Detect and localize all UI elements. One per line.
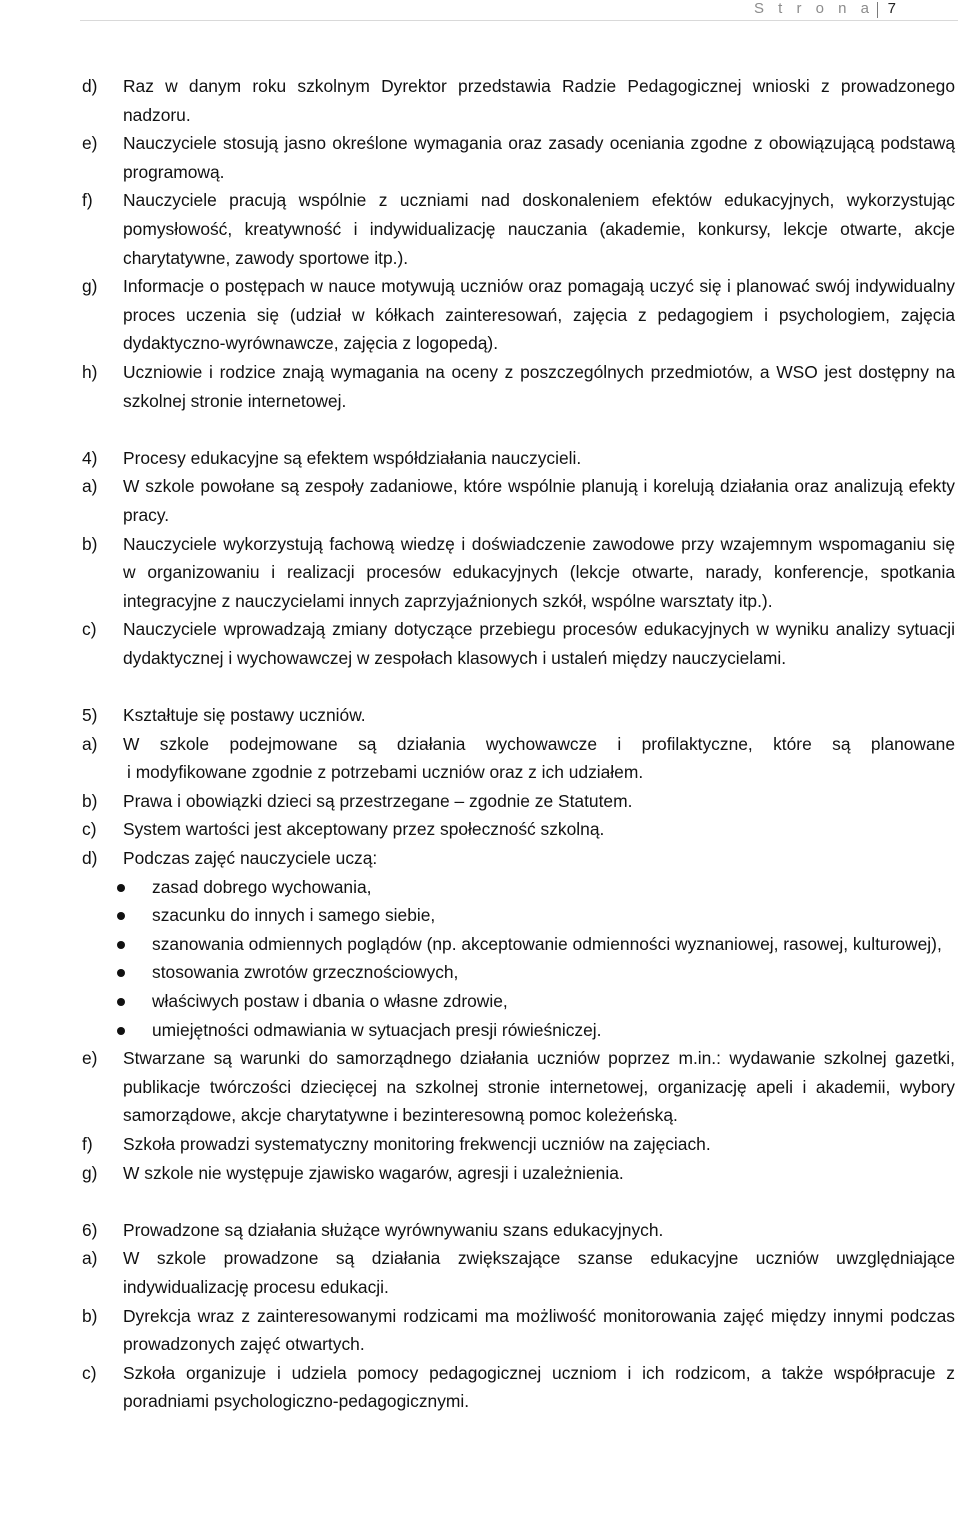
- section-number: 4): [82, 447, 98, 468]
- list-item-text: Podczas zajęć nauczyciele uczą:: [123, 848, 378, 869]
- list-marker: e): [82, 133, 98, 154]
- list-item-text: W szkole powołane są zespoły zadaniowe, które wspólnie planują i korelują działania oraz analizują efekty pracy.: [123, 476, 955, 525]
- bullet-dot-icon: [117, 941, 125, 949]
- bullet-dot-icon: [117, 969, 125, 977]
- list-marker: e): [82, 1048, 98, 1069]
- page-header: [0, 0, 960, 20]
- list-marker: g): [82, 1162, 98, 1183]
- list-item: [82, 186, 955, 272]
- spacer: [82, 415, 955, 444]
- list-item-text-line: W szkole podejmowane są działania wychowawcze i profilaktyczne, które są planowane: [123, 733, 955, 754]
- list-marker: a): [82, 1248, 98, 1269]
- bullet-text: szacunku do innych i samego siebie,: [152, 905, 436, 926]
- list-item: [82, 1044, 955, 1130]
- list-marker: c): [82, 1362, 97, 1383]
- bullet-text: szanowania odmiennych poglądów (np. akceptowanie odmienności wyznaniowej, rasowej, kulturowej),: [152, 933, 942, 954]
- section-heading: [82, 701, 955, 730]
- section-heading-text: Kształtuje się postawy uczniów.: [123, 705, 366, 726]
- list-item-text: W szkole nie występuje zjawisko wagarów, agresji i uzależnienia.: [123, 1162, 624, 1183]
- list-item-text: Szkoła prowadzi systematyczny monitoring frekwencji uczniów na zajęciach.: [123, 1133, 711, 1154]
- list-item-text: Raz w danym roku szkolnym Dyrektor przedstawia Radzie Pedagogicznej wnioski z prowadzonego nadzoru.: [123, 76, 955, 125]
- list-item: [82, 1130, 955, 1159]
- list-item: [82, 844, 955, 873]
- list-item-text: Nauczyciele wprowadzają zmiany dotyczące przebiegu procesów edukacyjnych w wyniku analizy sytuacji dydaktycznej i wychowawczej w zespołach klasowych i ustaleń między nauczycielami.: [123, 619, 955, 668]
- list-marker: f): [82, 1133, 93, 1154]
- list-item-text: Nauczyciele wykorzystują fachową wiedzę i doświadczenie zawodowe przy wzajemnym wspomaganiu się w organizowaniu i realizacji procesów edukacyjnych (lekcje otwarte, narady, konferencje, spotkania integracyjne z nauczycielami innych zaprzyjaźnionych szkół, wspólne warsztaty itp.).: [123, 533, 955, 611]
- list-item-text: Stwarzane są warunki do samorządnego działania uczniów poprzez m.in.: wydawanie szkolnej gazetki, publikacje twórczości dziecięcej na szkolnej stronie internetowej, organizację apeli i akademii, wybory samorządowe, akcje charytatywne i bezinteresowną pomoc koleżeńską.: [123, 1048, 955, 1126]
- spacer: [82, 1187, 955, 1216]
- list-marker: c): [82, 619, 97, 640]
- list-item: [82, 615, 955, 672]
- bullet-item: [82, 1016, 955, 1045]
- bullet-dot-icon: [117, 998, 125, 1006]
- list-item: [82, 129, 955, 186]
- list-marker: g): [82, 276, 98, 297]
- list-marker: b): [82, 790, 98, 811]
- header-rule: [80, 20, 958, 21]
- list-item: [82, 1159, 955, 1188]
- list-item: [82, 272, 955, 358]
- list-item-text: Dyrekcja wraz z zainteresowanymi rodzicami ma możliwość monitorowania zajęć między innymi podczas prowadzonych zajęć otwartych.: [123, 1305, 955, 1355]
- list-item: [82, 1244, 955, 1301]
- section-number: 6): [82, 1219, 98, 1240]
- bullet-text: zasad dobrego wychowania,: [152, 876, 372, 897]
- bullet-text: stosowania zwrotów grzecznościowych,: [152, 962, 459, 983]
- bullet-dot-icon: [117, 912, 125, 920]
- list-item: [82, 1302, 955, 1359]
- bullet-item: [82, 901, 955, 930]
- list-item-text: Informacje o postępach w nauce motywują uczniów oraz pomagają uczyć się i planować swój indywidualny proces uczenia się (udział w kółkach zainteresowań, zajęcia z pedagogiem i psychologiem, zajęcia dydaktyczno-wyrównawcze, zajęcia z logopedą).: [123, 276, 955, 354]
- list-item: [82, 815, 955, 844]
- section-heading-text: Prowadzone są działania służące wyrównywaniu szans edukacyjnych.: [123, 1219, 664, 1240]
- bullet-item: [82, 930, 955, 959]
- list-item: [82, 472, 955, 529]
- list-item: [82, 787, 955, 816]
- bullet-item: [82, 873, 955, 902]
- section-heading: [82, 444, 955, 473]
- section-heading: [82, 1216, 955, 1245]
- list-item: [82, 1359, 955, 1416]
- bullet-text: właściwych postaw i dbania o własne zdrowie,: [152, 991, 508, 1011]
- list-marker: b): [82, 1305, 98, 1326]
- list-item-text-line: i modyfikowane zgodnie z potrzebami uczniów oraz z ich udziałem.: [127, 762, 644, 783]
- list-marker: d): [82, 76, 98, 96]
- bullet-text: umiejętności odmawiania w sytuacjach presji rówieśniczej.: [152, 1019, 602, 1040]
- page-number: 7: [887, 0, 896, 17]
- page-label: S t r o n a: [753, 0, 874, 17]
- list-item-text: Szkoła organizuje i udziela pomocy pedagogicznej uczniom i ich rodzicom, a także współpracuje z poradniami psychologiczno-pedagogicznymi.: [123, 1362, 955, 1412]
- list-marker: a): [82, 733, 98, 754]
- section-number: 5): [82, 705, 98, 726]
- list-item: [82, 72, 955, 129]
- list-item: [82, 730, 955, 787]
- spacer: [82, 672, 955, 701]
- list-marker: b): [82, 533, 98, 554]
- bullet-dot-icon: [117, 884, 125, 892]
- document-body: [82, 72, 955, 1416]
- bullet-dot-icon: [117, 1027, 125, 1035]
- list-marker: a): [82, 476, 98, 497]
- header-separator: [877, 2, 878, 18]
- list-marker: h): [82, 361, 98, 382]
- bullet-item: [82, 987, 955, 1016]
- list-marker: f): [82, 190, 93, 211]
- list-item: [82, 358, 955, 415]
- list-item-text: Nauczyciele stosują jasno określone wymagania oraz zasady oceniania zgodne z obowiązującą podstawą programową.: [123, 133, 955, 182]
- list-item-text: Prawa i obowiązki dzieci są przestrzegane – zgodnie ze Statutem.: [123, 790, 633, 811]
- list-item-text: Uczniowie i rodzice znają wymagania na oceny z poszczególnych przedmiotów, a WSO jest dostępny na szkolnej stronie internetowej.: [123, 361, 955, 411]
- list-item-text: Nauczyciele pracują wspólnie z uczniami nad doskonaleniem efektów edukacyjnych, wykorzystując pomysłowość, kreatywność i indywidualizację nauczania (akademie, konkursy, lekcje otwarte, akcje charytatywne, zawody sportowe itp.).: [123, 190, 955, 268]
- list-marker: c): [82, 819, 97, 840]
- bullet-item: [82, 958, 955, 987]
- list-marker: d): [82, 848, 98, 869]
- list-item-text: System wartości jest akceptowany przez społeczność szkolną.: [123, 819, 605, 840]
- list-item-text: W szkole prowadzone są działania zwiększające szanse edukacyjne uczniów uwzględniające indywidualizację procesu edukacji.: [123, 1248, 955, 1297]
- section-heading-text: Procesy edukacyjne są efektem współdziałania nauczycieli.: [123, 447, 582, 468]
- list-item: [82, 530, 955, 616]
